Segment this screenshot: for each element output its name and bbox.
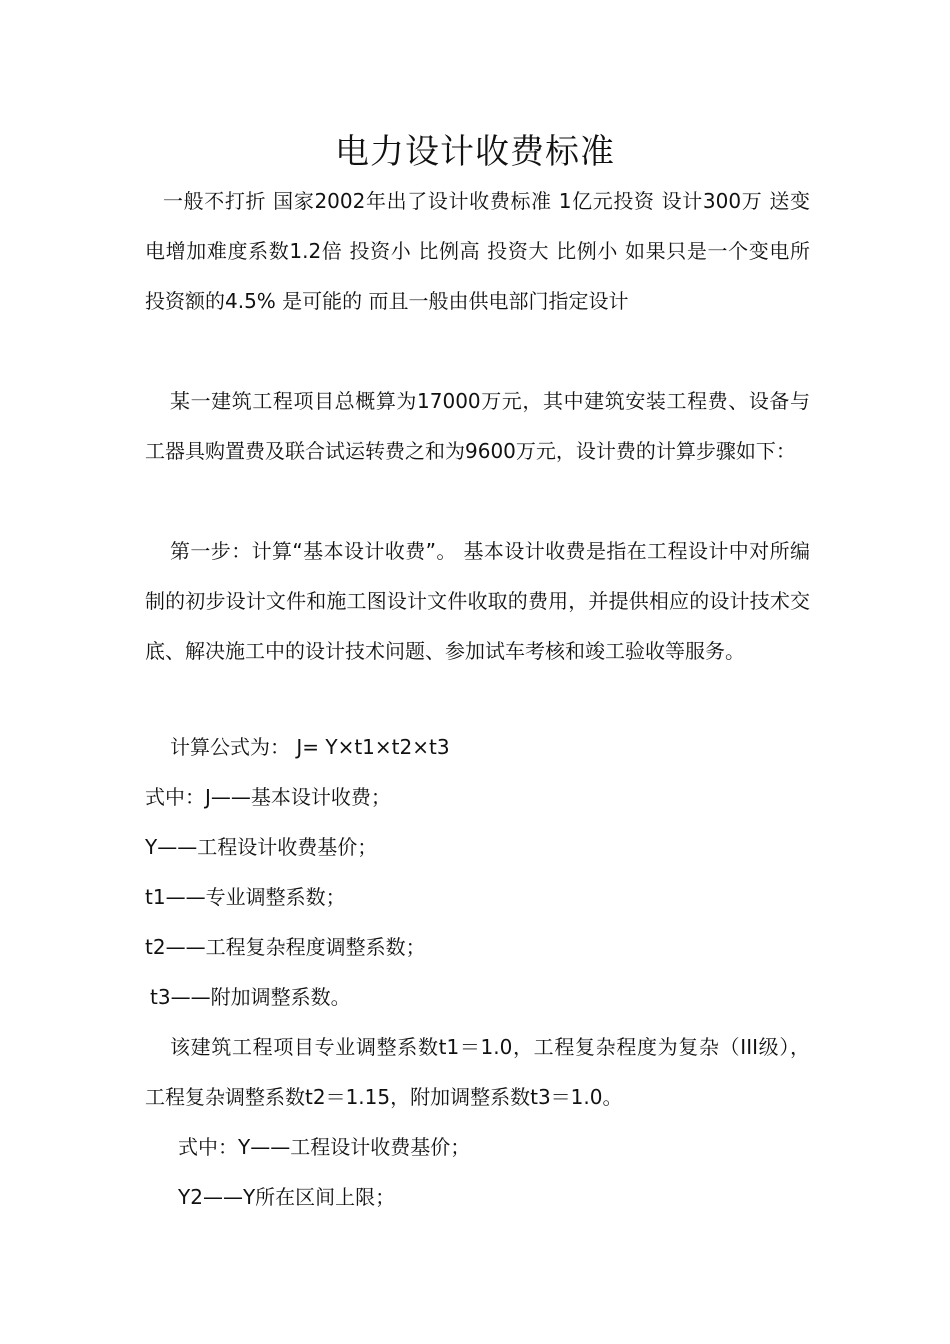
document-title: 电力设计收费标准 [335, 132, 615, 172]
paragraph-coefficients: 该建筑工程项目专业调整系数t1＝1.0，工程复杂程度为复杂（III级），工程复杂调整系数t2＝1.15，附加调整系数t3＝1.0。 [145, 1035, 810, 1109]
formula-line: 计算公式为： J= Y×t1×t2×t3 [170, 735, 450, 759]
definition-y: Y——工程设计收费基价； [145, 835, 378, 859]
definition-y2: Y2——Y所在区间上限； [178, 1185, 396, 1209]
definition-y-base: 式中：Y——工程设计收费基价； [178, 1135, 471, 1159]
definition-t3: t3——附加调整系数。 [150, 985, 351, 1009]
paragraph-intro: 一般不打折 国家2002年出了设计收费标准 1亿元投资 设计300万 送变电增加难度系数1.2倍 投资小 比例高 投资大 比例小 如果只是一个变电所 投资额的4.5% 是可能的 而且一般由供电部门指定设计 [145, 189, 810, 313]
paragraph-step-one: 第一步：计算“基本设计收费”。 基本设计收费是指在工程设计中对所编制的初步设计文件和施工图设计文件收取的费用，并提供相应的设计技术交底、解决施工中的设计技术问题、参加试车考核和竣工验收等服务。 [145, 539, 810, 663]
definition-t1: t1——专业调整系数； [145, 885, 346, 909]
paragraph-project-example: 某一建筑工程项目总概算为17000万元，其中建筑安装工程费、设备与工器具购置费及联合试运转费之和为9600万元，设计费的计算步骤如下： [145, 389, 810, 463]
definition-t2: t2——工程复杂程度调整系数； [145, 935, 426, 959]
definition-j: 式中：J——基本设计收费； [145, 785, 391, 809]
